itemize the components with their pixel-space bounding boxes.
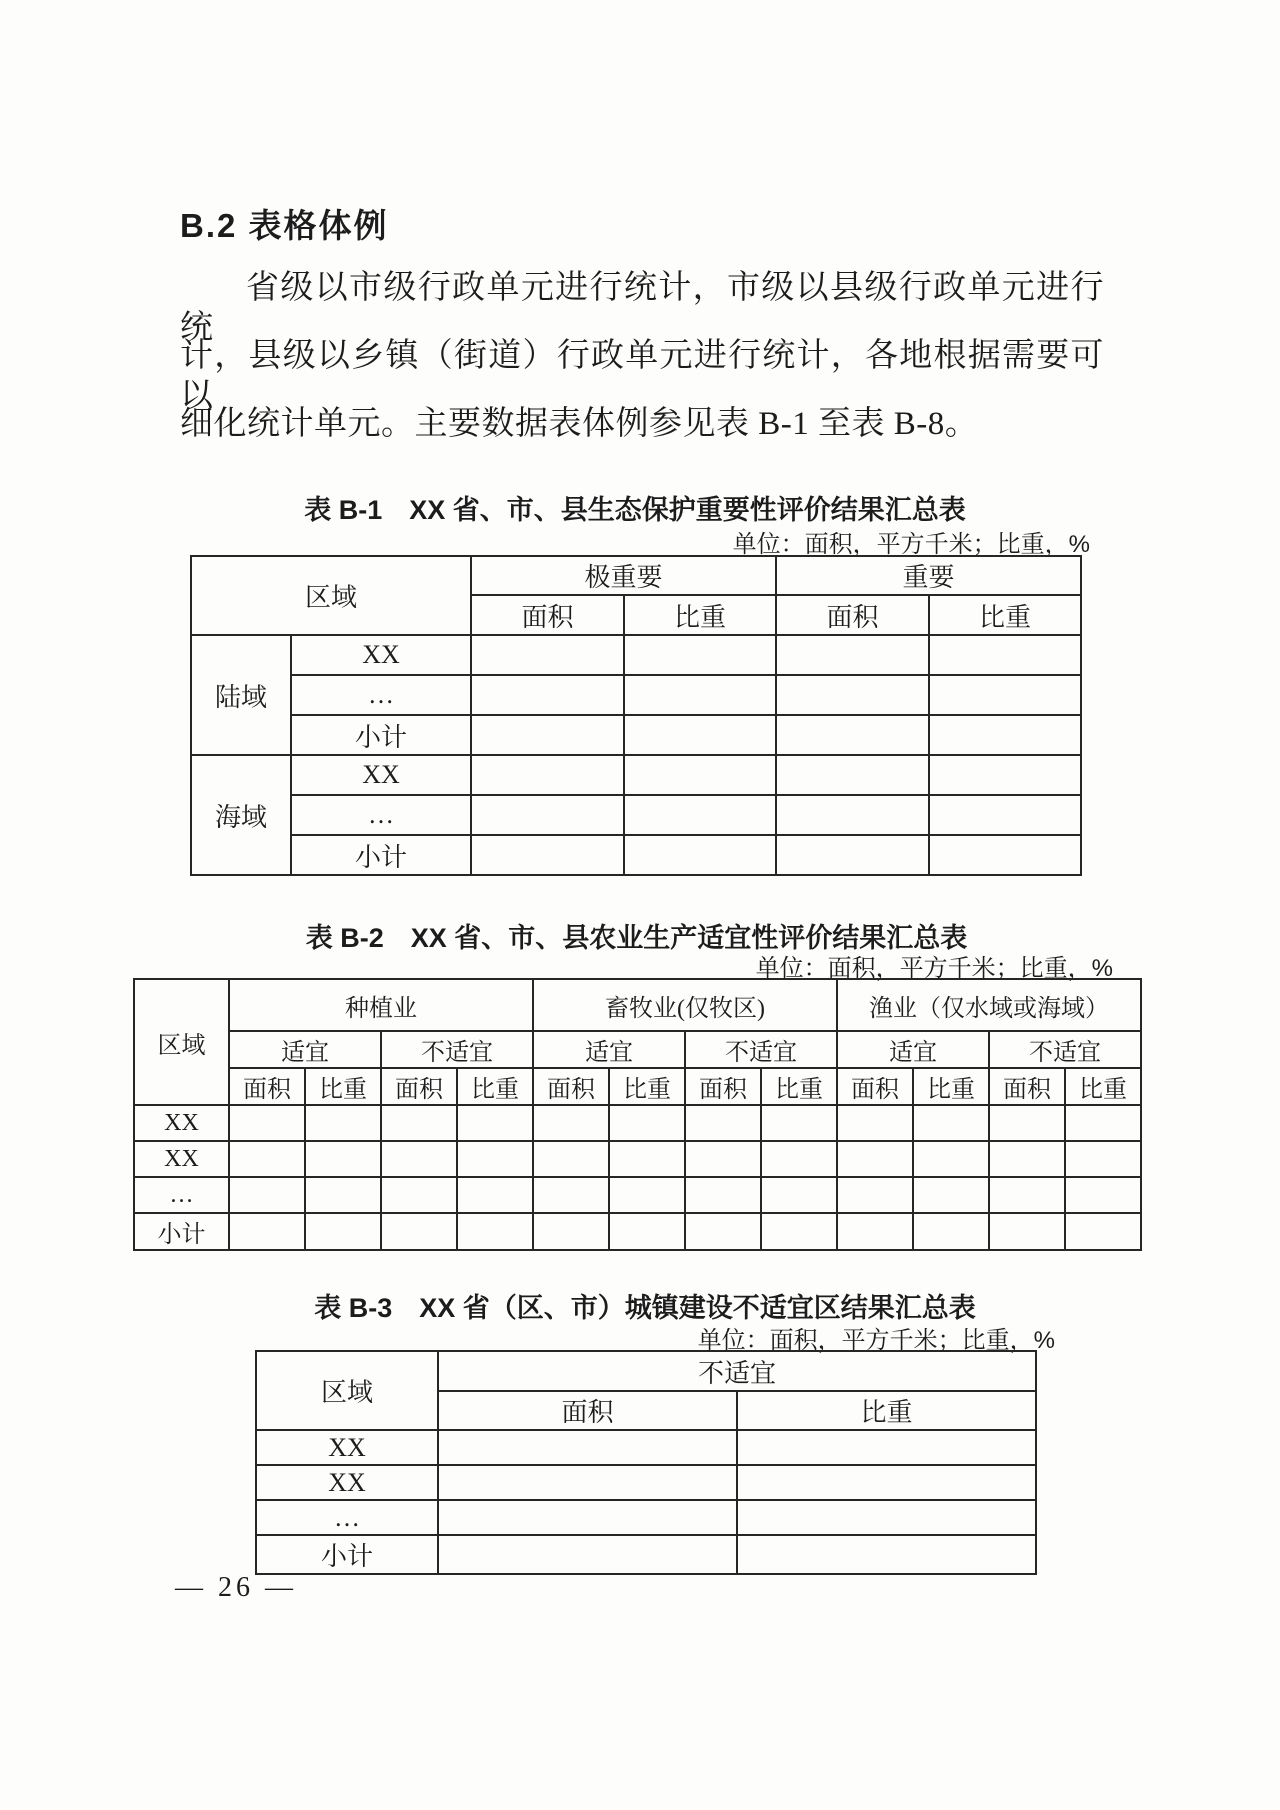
table-empty-cell [533, 1105, 609, 1141]
table-empty-cell [1065, 1141, 1141, 1177]
table-label-cell: XX [291, 635, 471, 675]
table-empty-cell [837, 1177, 913, 1213]
table-b1-unit-note: 单位：面积，平方千米；比重，% [732, 531, 1090, 558]
table-label-cell: 面积 [685, 1068, 761, 1105]
table-label-cell: 比重 [929, 595, 1081, 635]
table-label-cell: 渔业（仅水域或海域） [837, 979, 1141, 1031]
table-empty-cell [457, 1141, 533, 1177]
table-label-cell: 面积 [471, 595, 624, 635]
table-empty-cell [305, 1141, 381, 1177]
table-label-cell: 比重 [737, 1391, 1036, 1430]
table-label-cell: 比重 [913, 1068, 989, 1105]
table-label-cell: 比重 [457, 1068, 533, 1105]
table-empty-cell [837, 1213, 913, 1250]
table-empty-cell [471, 755, 624, 795]
table-empty-cell [305, 1177, 381, 1213]
table-b2 [133, 978, 1142, 1251]
table-label-cell: XX [134, 1105, 229, 1141]
table-empty-cell [305, 1213, 381, 1250]
table-empty-cell [913, 1105, 989, 1141]
table-empty-cell [305, 1105, 381, 1141]
table-label-cell: 重要 [776, 556, 1081, 595]
table-label-cell: 适宜 [229, 1031, 381, 1068]
table-label-cell: 不适宜 [989, 1031, 1141, 1068]
table-label-cell: 不适宜 [685, 1031, 837, 1068]
table-empty-cell [837, 1141, 913, 1177]
table-empty-cell [776, 675, 929, 715]
table-empty-cell [624, 755, 776, 795]
table-label-cell: 比重 [624, 595, 776, 635]
table-label-cell: 面积 [837, 1068, 913, 1105]
table-label-cell: 比重 [609, 1068, 685, 1105]
table-label-cell: 不适宜 [381, 1031, 533, 1068]
table-empty-cell [685, 1105, 761, 1141]
table-empty-cell [229, 1213, 305, 1250]
table-empty-cell [761, 1177, 837, 1213]
table-empty-cell [438, 1430, 737, 1465]
table-b3-unit-note: 单位：面积，平方千米；比重，% [697, 1327, 1055, 1354]
table-empty-cell [929, 795, 1081, 835]
table-label-cell: 区域 [256, 1351, 438, 1430]
table-empty-cell [229, 1141, 305, 1177]
table-label-cell: … [256, 1500, 438, 1535]
table-b3 [255, 1350, 1037, 1575]
table-label-cell: 比重 [761, 1068, 837, 1105]
table-empty-cell [624, 675, 776, 715]
table-empty-cell [471, 795, 624, 835]
table-empty-cell [471, 675, 624, 715]
table-label-cell: 面积 [989, 1068, 1065, 1105]
table-empty-cell [989, 1177, 1065, 1213]
table-label-cell: 面积 [533, 1068, 609, 1105]
page-number: — 26 — [175, 1572, 297, 1603]
table-label-cell: 小计 [134, 1213, 229, 1250]
table-empty-cell [761, 1213, 837, 1250]
table-b2-unit-note: 单位：面积，平方千米；比重，% [755, 955, 1113, 982]
table-empty-cell [913, 1213, 989, 1250]
table-label-cell: 小计 [291, 835, 471, 875]
table-b2-title: 表 B-2 XX 省、市、县农业生产适宜性评价结果汇总表 [305, 923, 968, 953]
table-b3-title: 表 B-3 XX 省（区、市）城镇建设不适宜区结果汇总表 [314, 1293, 976, 1323]
table-label-cell: 区域 [191, 556, 471, 635]
table-empty-cell [1065, 1105, 1141, 1141]
table-empty-cell [457, 1213, 533, 1250]
table-label-cell: … [291, 795, 471, 835]
table-empty-cell [1065, 1177, 1141, 1213]
table-empty-cell [457, 1105, 533, 1141]
table-empty-cell [381, 1177, 457, 1213]
table-empty-cell [776, 795, 929, 835]
table-empty-cell [471, 635, 624, 675]
table-label-cell: XX [134, 1141, 229, 1177]
table-empty-cell [471, 715, 624, 755]
table-empty-cell [229, 1177, 305, 1213]
table-label-cell: 种植业 [229, 979, 533, 1031]
table-label-cell: 比重 [1065, 1068, 1141, 1105]
table-empty-cell [837, 1105, 913, 1141]
table-empty-cell [609, 1177, 685, 1213]
table-empty-cell [761, 1141, 837, 1177]
table-empty-cell [776, 755, 929, 795]
table-empty-cell [929, 715, 1081, 755]
table-label-cell: XX [256, 1430, 438, 1465]
table-label-cell: 小计 [291, 715, 471, 755]
table-empty-cell [438, 1465, 737, 1500]
section-heading: B.2 表格体例 [180, 207, 389, 244]
table-empty-cell [533, 1141, 609, 1177]
table-empty-cell [624, 715, 776, 755]
table-label-cell: 小计 [256, 1535, 438, 1574]
table-empty-cell [229, 1105, 305, 1141]
paragraph-line: 省级以市级行政单元进行统计，市级以县级行政单元进行统 [180, 270, 1104, 346]
table-empty-cell [776, 835, 929, 875]
table-empty-cell [624, 795, 776, 835]
table-label-cell: 适宜 [837, 1031, 989, 1068]
table-label-cell: 畜牧业(仅牧区) [533, 979, 837, 1031]
table-empty-cell [381, 1105, 457, 1141]
table-empty-cell [1065, 1213, 1141, 1250]
table-empty-cell [761, 1105, 837, 1141]
table-b1-title: 表 B-1 XX 省、市、县生态保护重要性评价结果汇总表 [304, 495, 966, 525]
table-empty-cell [929, 755, 1081, 795]
table-label-cell: 面积 [229, 1068, 305, 1105]
table-empty-cell [776, 635, 929, 675]
table-empty-cell [929, 635, 1081, 675]
table-empty-cell [381, 1213, 457, 1250]
table-empty-cell [609, 1141, 685, 1177]
table-label-cell: 不适宜 [438, 1351, 1036, 1391]
table-empty-cell [457, 1177, 533, 1213]
table-empty-cell [471, 835, 624, 875]
table-label-cell: 面积 [381, 1068, 457, 1105]
table-label-cell: 比重 [305, 1068, 381, 1105]
table-empty-cell [438, 1500, 737, 1535]
table-label-cell: … [134, 1177, 229, 1213]
table-empty-cell [737, 1500, 1036, 1535]
table-empty-cell [685, 1141, 761, 1177]
table-empty-cell [609, 1213, 685, 1250]
table-label-cell: 面积 [776, 595, 929, 635]
table-label-cell: … [291, 675, 471, 715]
table-empty-cell [989, 1141, 1065, 1177]
table-label-cell: 极重要 [471, 556, 776, 595]
table-label-cell: 陆域 [191, 635, 291, 755]
table-label-cell: 面积 [438, 1391, 737, 1430]
table-empty-cell [624, 835, 776, 875]
table-empty-cell [913, 1141, 989, 1177]
table-empty-cell [533, 1213, 609, 1250]
table-empty-cell [438, 1535, 737, 1574]
table-label-cell: 适宜 [533, 1031, 685, 1068]
table-empty-cell [685, 1213, 761, 1250]
table-empty-cell [737, 1430, 1036, 1465]
table-empty-cell [929, 675, 1081, 715]
table-empty-cell [624, 635, 776, 675]
table-empty-cell [929, 835, 1081, 875]
table-empty-cell [913, 1177, 989, 1213]
table-label-cell: 区域 [134, 979, 229, 1105]
table-label-cell: XX [256, 1465, 438, 1500]
table-empty-cell [737, 1465, 1036, 1500]
table-b1 [190, 555, 1082, 876]
table-empty-cell [737, 1535, 1036, 1574]
table-label-cell: XX [291, 755, 471, 795]
table-empty-cell [533, 1177, 609, 1213]
table-empty-cell [609, 1105, 685, 1141]
table-label-cell: 海域 [191, 755, 291, 875]
table-empty-cell [989, 1213, 1065, 1250]
paragraph-line: 细化统计单元。主要数据表体例参见表 B-1 至表 B-8。 [180, 406, 979, 442]
table-empty-cell [776, 715, 929, 755]
paragraph-line: 计，县级以乡镇（街道）行政单元进行统计，各地根据需要可以 [180, 338, 1104, 414]
table-empty-cell [381, 1141, 457, 1177]
table-empty-cell [685, 1177, 761, 1213]
table-empty-cell [989, 1105, 1065, 1141]
